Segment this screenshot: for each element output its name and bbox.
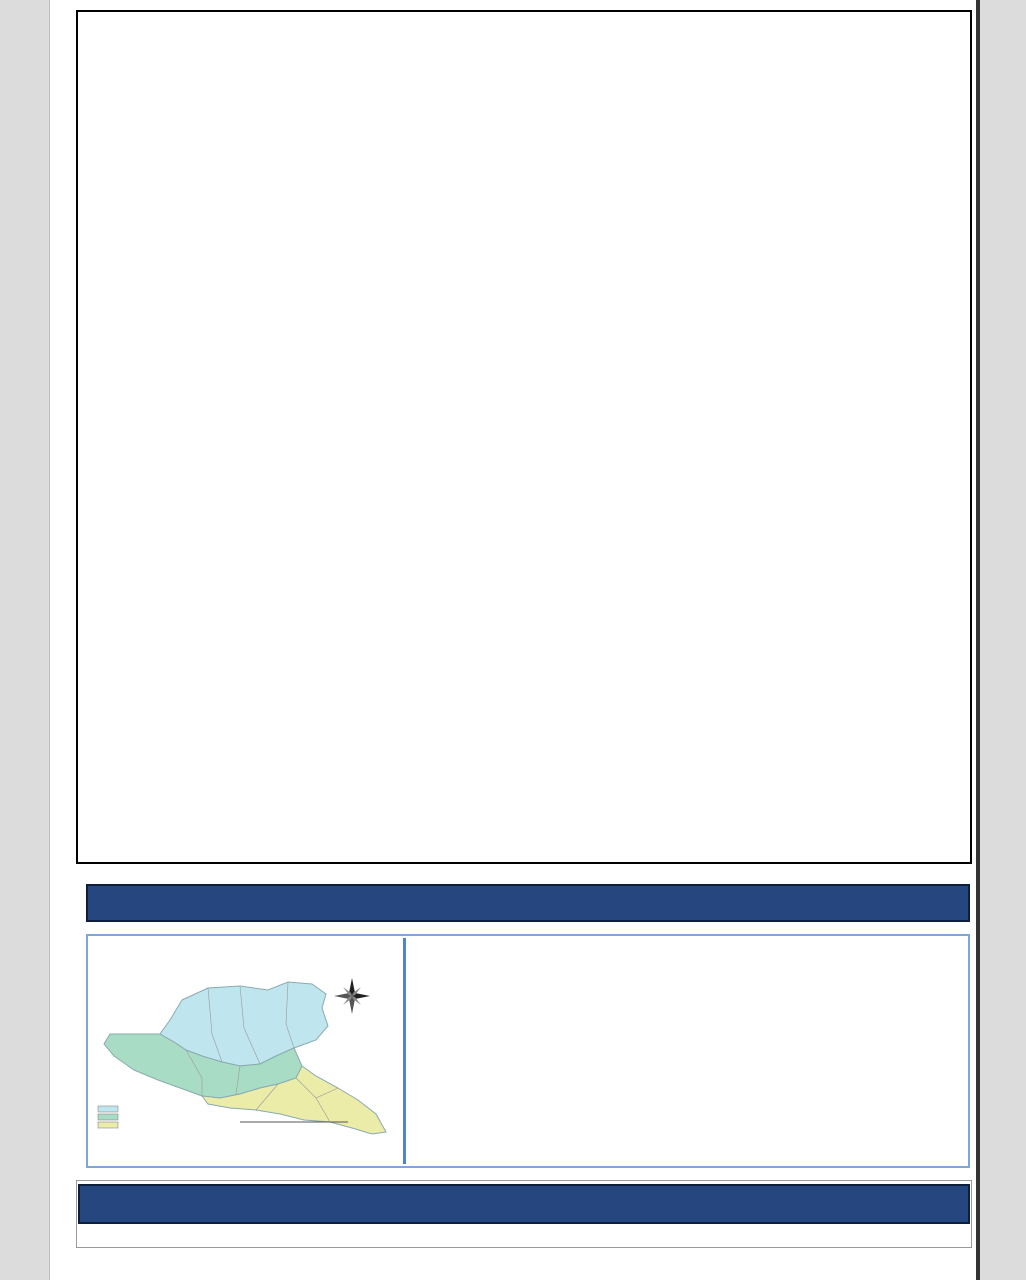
map-legend [98, 1106, 118, 1128]
forecast-table [76, 10, 972, 864]
info-banner [86, 884, 970, 922]
rain-intensity-panel [406, 938, 966, 1164]
forecast-page [50, 0, 976, 1280]
compass-rose-icon [334, 978, 370, 1014]
regions-map [90, 938, 406, 1164]
page-edge [976, 0, 980, 1280]
footer-banner [78, 1184, 970, 1224]
info-panel [86, 934, 970, 1168]
iraq-regions-map [90, 938, 400, 1160]
